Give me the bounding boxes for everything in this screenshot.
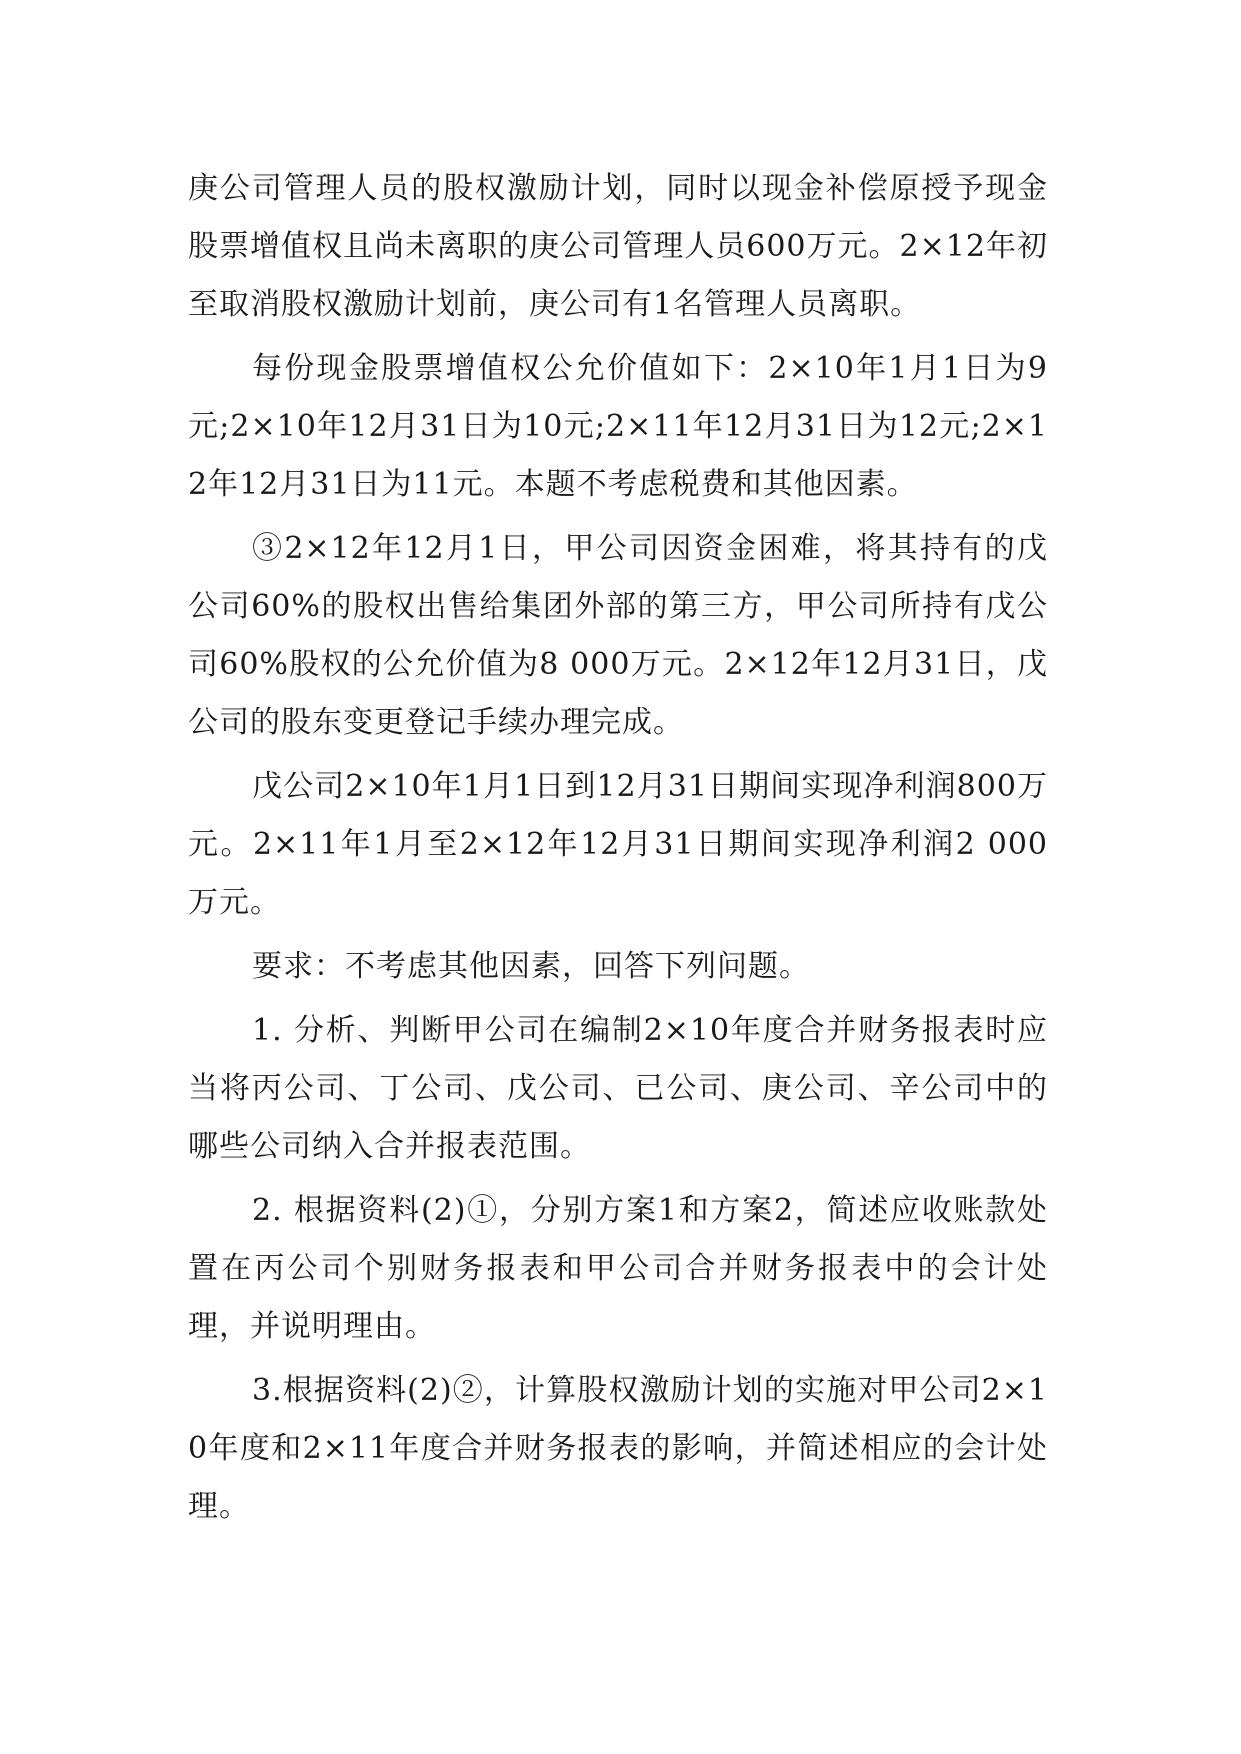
paragraph-7: 2. 根据资料(2)①，分别方案1和方案2，简述应收账款处置在丙公司个别财务报表和甲公司合并财务报表中的会计处理，并说明理由。: [188, 1193, 1048, 1344]
paragraph-1: 庚公司管理人员的股权激励计划，同时以现金补偿原授予现金股票增值权且尚未离职的庚公司管理人员600万元。2×12年初至取消股权激励计划前，庚公司有1名管理人员离职。: [188, 171, 1048, 322]
paragraph-6: 1. 分析、判断甲公司在编制2×10年度合并财务报表时应当将丙公司、丁公司、戊公司、已公司、庚公司、辛公司中的哪些公司纳入合并报表范围。: [188, 1013, 1048, 1164]
paragraph-4: 戊公司2×10年1月1日到12月31日期间实现净利润800万元。2×11年1月至2×12年12月31日期间实现净利润2 000万元。: [188, 769, 1048, 920]
paragraph-8: 3.根据资料(2)②，计算股权激励计划的实施对甲公司2×10年度和2×11年度合并财务报表的影响，并简述相应的会计处理。: [188, 1373, 1048, 1524]
paragraph-2: 每份现金股票增值权公允价值如下：2×10年1月1日为9元;2×10年12月31日为10元;2×11年12月31日为12元;2×12年12月31日为11元。本题不考虑税费和其他因素。: [188, 351, 1048, 502]
paragraph-5: 要求：不考虑其他因素，回答下列问题。: [252, 949, 810, 984]
document-page: [188, 160, 1048, 1542]
paragraph-3: ③2×12年12月1日，甲公司因资金困难，将其持有的戊公司60%的股权出售给集团外部的第三方，甲公司所持有戊公司60%股权的公允价值为8 000万元。2×12年12月31日，戊公司的股东变更登记手续办理完成。: [188, 531, 1048, 740]
